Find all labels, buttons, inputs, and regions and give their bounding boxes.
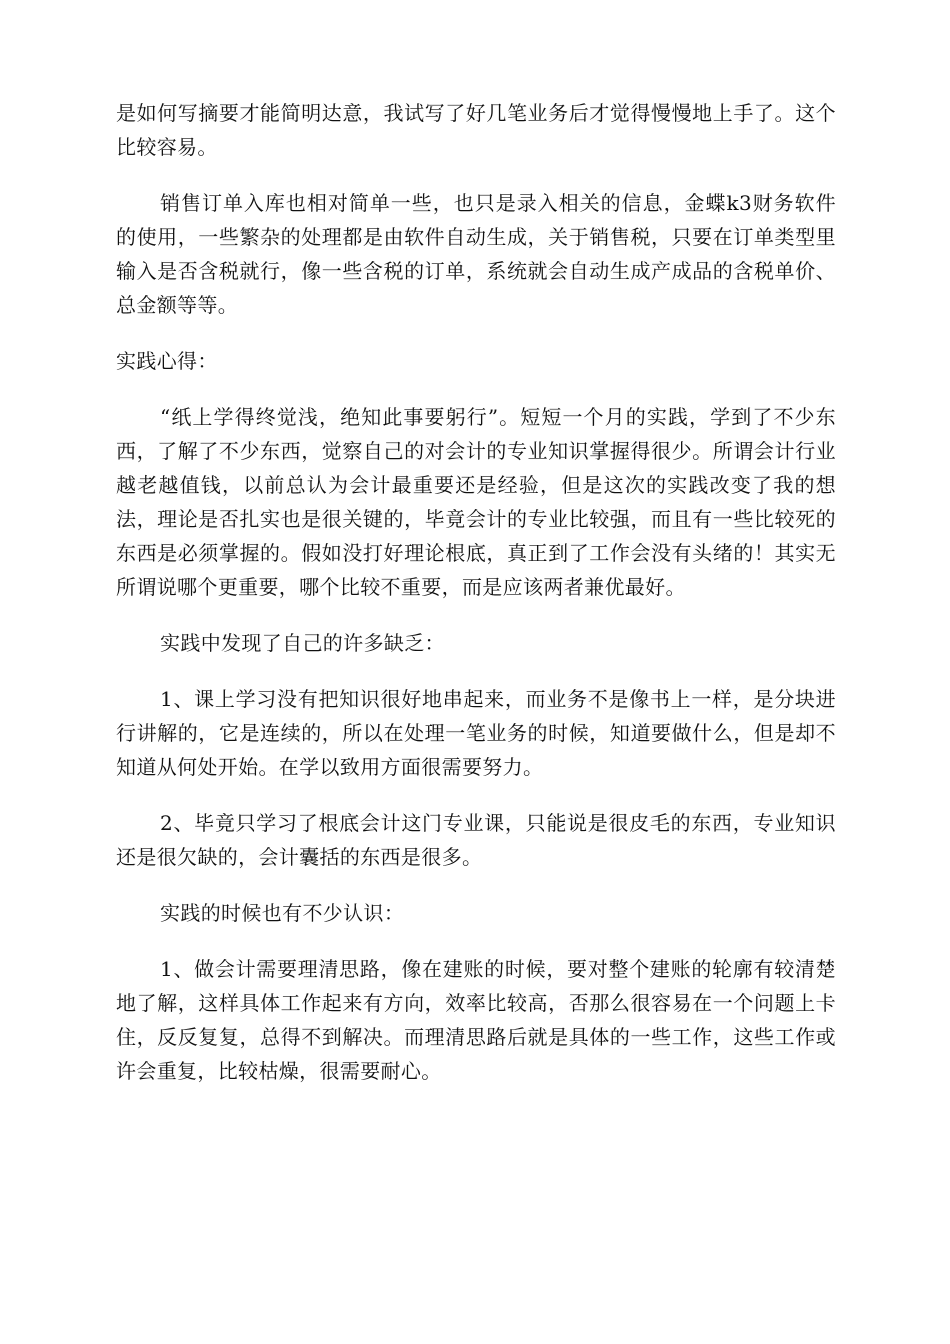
document-page [116,96,836,1110]
paragraph-continuation: 是如何写摘要才能简明达意，我试写了好几笔业务后才觉得慢慢地上手了。这个比较容易。 [116,101,836,159]
paragraph-sales-order: 销售订单入库也相对简单一些，也只是录入相关的信息，金蝶k3财务软件的使用，一些繁杂的处理都是由软件自动生成，关于销售税，只要在订单类型里输入是否含税就行，像一些含税的订单，系统就会自动生成产成品的含税单价、总金额等等。 [116,191,836,317]
paragraph-practice-reflection: “纸上学得终觉浅，绝知此事要躬行”。短短一个月的实践，学到了不少东西，了解了不少东西，觉察自己的对会计的专业知识掌握得很少。所谓会计行业越老越值钱，以前总认为会计最重要还是经验，但是这次的实践改变了我的想法，理论是否扎实也是很关键的，毕竟会计的专业比较强，而且有一些比较死的东西是必须掌握的。假如没打好理论根底，真正到了工作会没有头绪的！其实无所谓说哪个更重要，哪个比较不重要，而是应该两者兼优最好。 [116,405,836,599]
paragraph-realization-1: 1、做会计需要理清思路，像在建账的时候，要对整个建账的轮廓有较清楚地了解，这样具体工作起来有方向，效率比较高，否那么很容易在一个问题上卡住，反反复复，总得不到解决。而理清思路后就是具体的一些工作，这些工作或许会重复，比较枯燥，很需要耐心。 [116,957,836,1083]
paragraph-shortcoming-1: 1、课上学习没有把知识很好地串起来，而业务不是像书上一样，是分块进行讲解的，它是连续的，所以在处理一笔业务的时候，知道要做什么，但是却不知道从何处开始。在学以致用方面很需要努力。 [116,687,836,779]
section-heading-practice-insights: 实践心得： [116,349,218,373]
paragraph-shortcoming-2: 2、毕竟只学习了根底会计这门专业课，只能说是很皮毛的东西，专业知识还是很欠缺的，会计囊括的东西是很多。 [116,811,836,869]
paragraph-shortcomings-intro: 实践中发现了自己的许多缺乏： [160,631,445,655]
paragraph-realizations-intro: 实践的时候也有不少认识： [160,901,405,925]
